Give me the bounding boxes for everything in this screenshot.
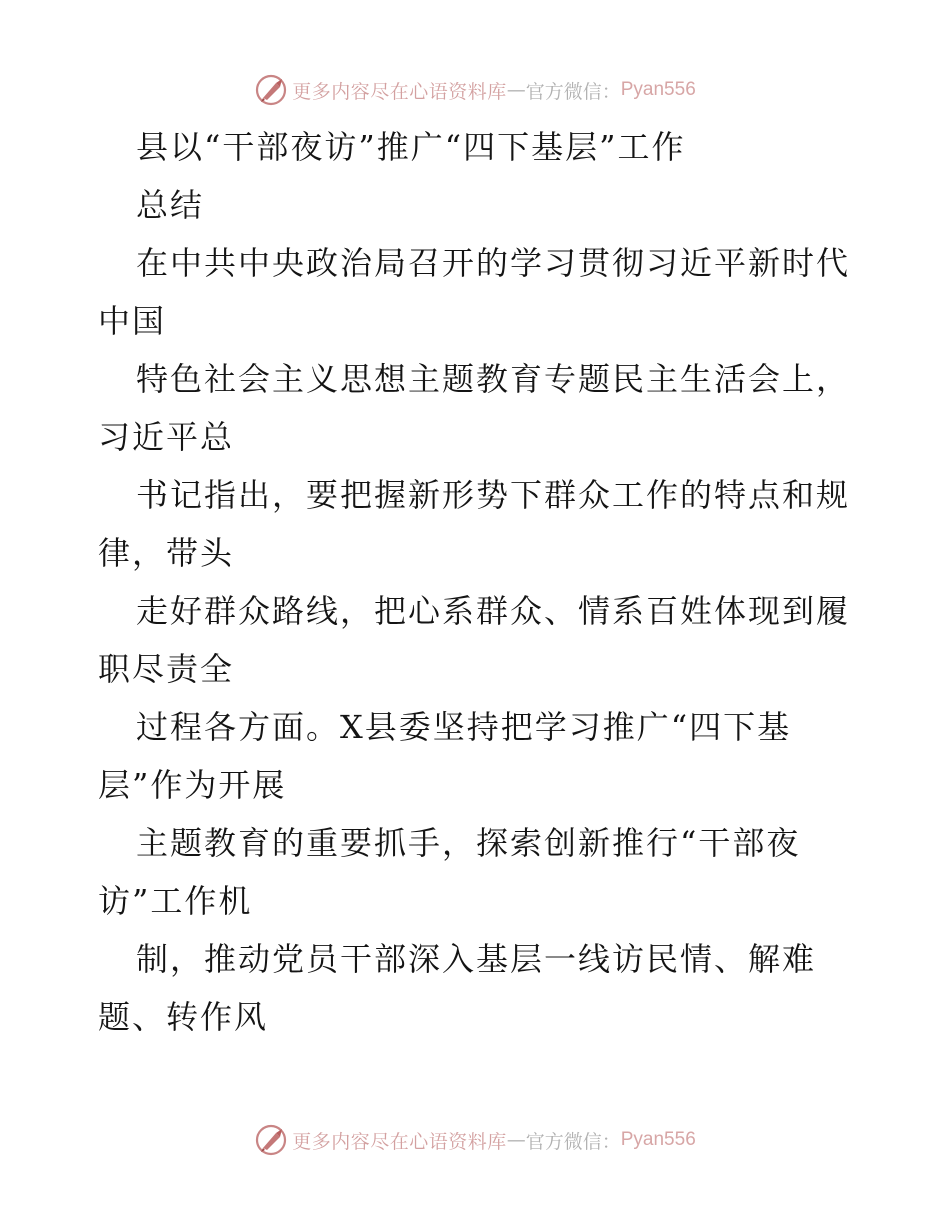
document-body — [0, 118, 950, 1046]
watermark-wechat-id: Pyan556 — [620, 79, 696, 100]
doc-line: 主题教育的重要抓手，探索创新推行“干部夜 — [136, 824, 801, 862]
doc-line: 职尽责全 — [98, 650, 235, 688]
doc-line: 制，推动党员干部深入基层一线访民情、解难 — [136, 940, 817, 978]
watermark-dash: — — [506, 79, 526, 101]
doc-line: 习近平总 — [98, 418, 235, 456]
doc-line: 在中共中央政治局召开的学习贯彻习近平新时代 — [136, 244, 851, 282]
watermark-wechat-label: 官方微信： — [525, 1130, 621, 1153]
watermark-dash: — — [506, 1129, 526, 1151]
header-watermark — [0, 70, 950, 110]
footer-watermark — [0, 1120, 950, 1160]
quill-pen-icon — [254, 1123, 288, 1157]
doc-line: 特色社会主义思想主题教育专题民主生活会上， — [136, 360, 851, 398]
watermark-wechat-id: Pyan556 — [620, 1129, 696, 1150]
doc-title-line-2: 总结 — [136, 186, 205, 224]
doc-line: 律，带头 — [98, 534, 235, 572]
watermark-text: 更多内容尽在心语资料库 — [292, 1130, 507, 1153]
doc-line: 走好群众路线，把心系群众、情系百姓体现到履 — [136, 592, 851, 630]
doc-line: 过程各方面。X县委坚持把学习推广“四下基 — [136, 708, 792, 746]
doc-line: 书记指出，要把握新形势下群众工作的特点和规 — [136, 476, 851, 514]
quill-pen-icon — [254, 73, 288, 107]
doc-line: 访”工作机 — [98, 882, 253, 920]
watermark-text: 更多内容尽在心语资料库 — [292, 80, 507, 103]
doc-line: 题、转作风 — [98, 998, 269, 1036]
doc-line: 层”作为开展 — [98, 766, 287, 804]
doc-line: 中国 — [98, 302, 167, 340]
watermark-wechat-label: 官方微信： — [525, 80, 621, 103]
doc-title-line-1: 县以“干部夜访”推广“四下基层”工作 — [136, 128, 686, 166]
